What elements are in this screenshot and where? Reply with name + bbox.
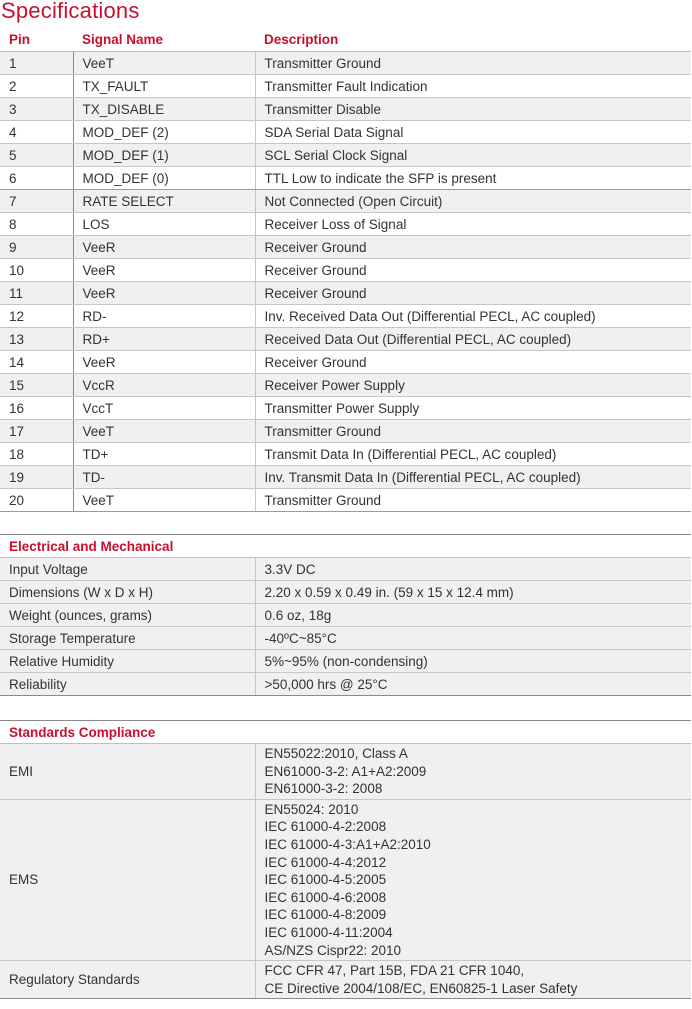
standard-values xyxy=(255,799,691,960)
table-row xyxy=(0,282,691,305)
table-row xyxy=(0,236,691,259)
pin-table-header xyxy=(0,28,691,52)
table-row xyxy=(0,213,691,236)
standard-line: EN55022:2010, Class A xyxy=(264,746,408,761)
pin-cell: 18 xyxy=(0,443,73,466)
table-row xyxy=(0,374,691,397)
pin-cell: 14 xyxy=(0,351,73,374)
pin-cell: 20 xyxy=(0,489,73,512)
standard-line: IEC 61000-4-11:2004 xyxy=(264,924,393,940)
spec-value: >50,000 hrs @ 25°C xyxy=(255,673,691,696)
description-cell: Receiver Ground xyxy=(255,236,691,259)
description-cell: Received Data Out (Differential PECL, AC coupled) xyxy=(255,328,691,351)
table-row xyxy=(0,744,691,800)
signal-cell: VeeR xyxy=(73,259,255,282)
standard-line: IEC 61000-4-8:2009 xyxy=(264,907,387,923)
table-row xyxy=(0,190,691,213)
table-row xyxy=(0,961,691,999)
spec-label: Reliability xyxy=(0,673,255,696)
signal-cell: TX_FAULT xyxy=(73,75,255,98)
table-row xyxy=(0,558,691,581)
signal-cell: VccT xyxy=(73,397,255,420)
standard-line: FCC CFR 47, Part 15B, FDA 21 CFR 1040, xyxy=(264,963,525,979)
table-row xyxy=(0,489,691,512)
description-cell: TTL Low to indicate the SFP is present xyxy=(255,167,691,190)
pin-cell: 9 xyxy=(0,236,73,259)
description-cell: Not Connected (Open Circuit) xyxy=(255,190,691,213)
standard-line: CE Directive 2004/108/EC, EN60825-1 Laser Safety xyxy=(264,980,578,996)
table-row xyxy=(0,98,691,121)
table-row xyxy=(0,420,691,443)
spec-label: Dimensions (W x D x H) xyxy=(0,581,255,604)
pin-cell: 7 xyxy=(0,190,73,213)
description-cell: Inv. Transmit Data In (Differential PECL, AC coupled) xyxy=(255,466,691,489)
standard-label: Regulatory Standards xyxy=(0,961,255,999)
signal-cell: VeeT xyxy=(73,489,255,512)
table-row xyxy=(0,75,691,98)
description-column-header: Description xyxy=(255,28,691,52)
signal-cell: VccR xyxy=(73,374,255,397)
signal-cell: RD+ xyxy=(73,328,255,351)
signal-cell: TD- xyxy=(73,466,255,489)
pin-cell: 17 xyxy=(0,420,73,443)
pin-cell: 6 xyxy=(0,167,73,190)
electrical-heading: Electrical and Mechanical xyxy=(0,535,691,558)
page-title: Specifications xyxy=(1,0,140,23)
standards-table xyxy=(0,720,691,999)
pin-cell: 15 xyxy=(0,374,73,397)
standard-values xyxy=(255,961,691,999)
description-cell: Transmitter Ground xyxy=(255,52,691,75)
description-cell: Inv. Received Data Out (Differential PECL, AC coupled) xyxy=(255,305,691,328)
standard-line: IEC 61000-4-3:A1+A2:2010 xyxy=(264,836,431,852)
table-row xyxy=(0,167,691,190)
table-row xyxy=(0,443,691,466)
signal-cell: TD+ xyxy=(73,443,255,466)
description-cell: SCL Serial Clock Signal xyxy=(255,144,691,167)
pin-cell: 2 xyxy=(0,75,73,98)
standard-label: EMS xyxy=(0,799,255,960)
table-row xyxy=(0,328,691,351)
pin-cell: 8 xyxy=(0,213,73,236)
standard-line: EN61000-3-2: A1+A2:2009 xyxy=(264,763,427,779)
pin-cell: 3 xyxy=(0,98,73,121)
pin-cell: 1 xyxy=(0,52,73,75)
signal-column-header: Signal Name xyxy=(73,28,255,52)
spec-label: Storage Temperature xyxy=(0,627,255,650)
signal-cell: VeeT xyxy=(73,420,255,443)
description-cell: Receiver Ground xyxy=(255,351,691,374)
standard-line: IEC 61000-4-6:2008 xyxy=(264,889,387,905)
signal-cell: VeeR xyxy=(73,236,255,259)
signal-cell: RD- xyxy=(73,305,255,328)
table-row xyxy=(0,397,691,420)
pin-cell: 4 xyxy=(0,121,73,144)
standards-heading: Standards Compliance xyxy=(0,721,691,744)
standard-values xyxy=(255,744,691,800)
description-cell: Receiver Ground xyxy=(255,259,691,282)
signal-cell: VeeT xyxy=(73,52,255,75)
electrical-table-body xyxy=(0,558,691,696)
table-row xyxy=(0,799,691,960)
pin-cell: 16 xyxy=(0,397,73,420)
description-cell: Receiver Power Supply xyxy=(255,374,691,397)
table-row xyxy=(0,581,691,604)
table-row xyxy=(0,604,691,627)
spec-value: 5%~95% (non-condensing) xyxy=(255,650,691,673)
description-cell: Transmit Data In (Differential PECL, AC coupled) xyxy=(255,443,691,466)
pin-column-header: Pin xyxy=(0,28,73,52)
table-row xyxy=(0,305,691,328)
signal-cell: LOS xyxy=(73,213,255,236)
description-cell: Transmitter Disable xyxy=(255,98,691,121)
pin-cell: 10 xyxy=(0,259,73,282)
spec-value: 2.20 x 0.59 x 0.49 in. (59 x 15 x 12.4 mm) xyxy=(255,581,691,604)
standard-line: EN61000-3-2: 2008 xyxy=(264,781,383,797)
pin-cell: 12 xyxy=(0,305,73,328)
electrical-table xyxy=(0,534,691,696)
description-cell: Transmitter Ground xyxy=(255,420,691,443)
description-cell: Receiver Loss of Signal xyxy=(255,213,691,236)
description-cell: Transmitter Fault Indication xyxy=(255,75,691,98)
table-row xyxy=(0,650,691,673)
table-row xyxy=(0,673,691,696)
signal-cell: VeeR xyxy=(73,351,255,374)
signal-cell: VeeR xyxy=(73,282,255,305)
standard-line: IEC 61000-4-5:2005 xyxy=(264,872,387,888)
signal-cell: TX_DISABLE xyxy=(73,98,255,121)
table-row xyxy=(0,466,691,489)
description-cell: Transmitter Ground xyxy=(255,489,691,512)
pin-table xyxy=(0,28,691,512)
spec-label: Relative Humidity xyxy=(0,650,255,673)
pin-cell: 19 xyxy=(0,466,73,489)
description-cell: SDA Serial Data Signal xyxy=(255,121,691,144)
table-row xyxy=(0,144,691,167)
table-row xyxy=(0,121,691,144)
signal-cell: MOD_DEF (0) xyxy=(73,167,255,190)
spec-label: Input Voltage xyxy=(0,558,255,581)
table-row xyxy=(0,351,691,374)
standard-label: EMI xyxy=(0,744,255,800)
spec-value: 0.6 oz, 18g xyxy=(255,604,691,627)
signal-cell: MOD_DEF (2) xyxy=(73,121,255,144)
standard-line: AS/NZS Cispr22: 2010 xyxy=(264,942,402,958)
table-row xyxy=(0,52,691,75)
standard-line: IEC 61000-4-2:2008 xyxy=(264,819,387,835)
description-cell: Receiver Ground xyxy=(255,282,691,305)
spec-label: Weight (ounces, grams) xyxy=(0,604,255,627)
pin-cell: 5 xyxy=(0,144,73,167)
standard-line: EN55024: 2010 xyxy=(264,801,359,817)
table-row xyxy=(0,259,691,282)
pin-cell: 11 xyxy=(0,282,73,305)
spec-value: 3.3V DC xyxy=(255,558,691,581)
pin-cell: 13 xyxy=(0,328,73,351)
spec-value: -40ºC~85°C xyxy=(255,627,691,650)
signal-cell: RATE SELECT xyxy=(73,190,255,213)
description-cell: Transmitter Power Supply xyxy=(255,397,691,420)
standard-line: IEC 61000-4-4:2012 xyxy=(264,854,387,870)
table-row xyxy=(0,627,691,650)
signal-cell: MOD_DEF (1) xyxy=(73,144,255,167)
pin-table-body xyxy=(0,52,691,512)
standards-table-body xyxy=(0,744,691,999)
